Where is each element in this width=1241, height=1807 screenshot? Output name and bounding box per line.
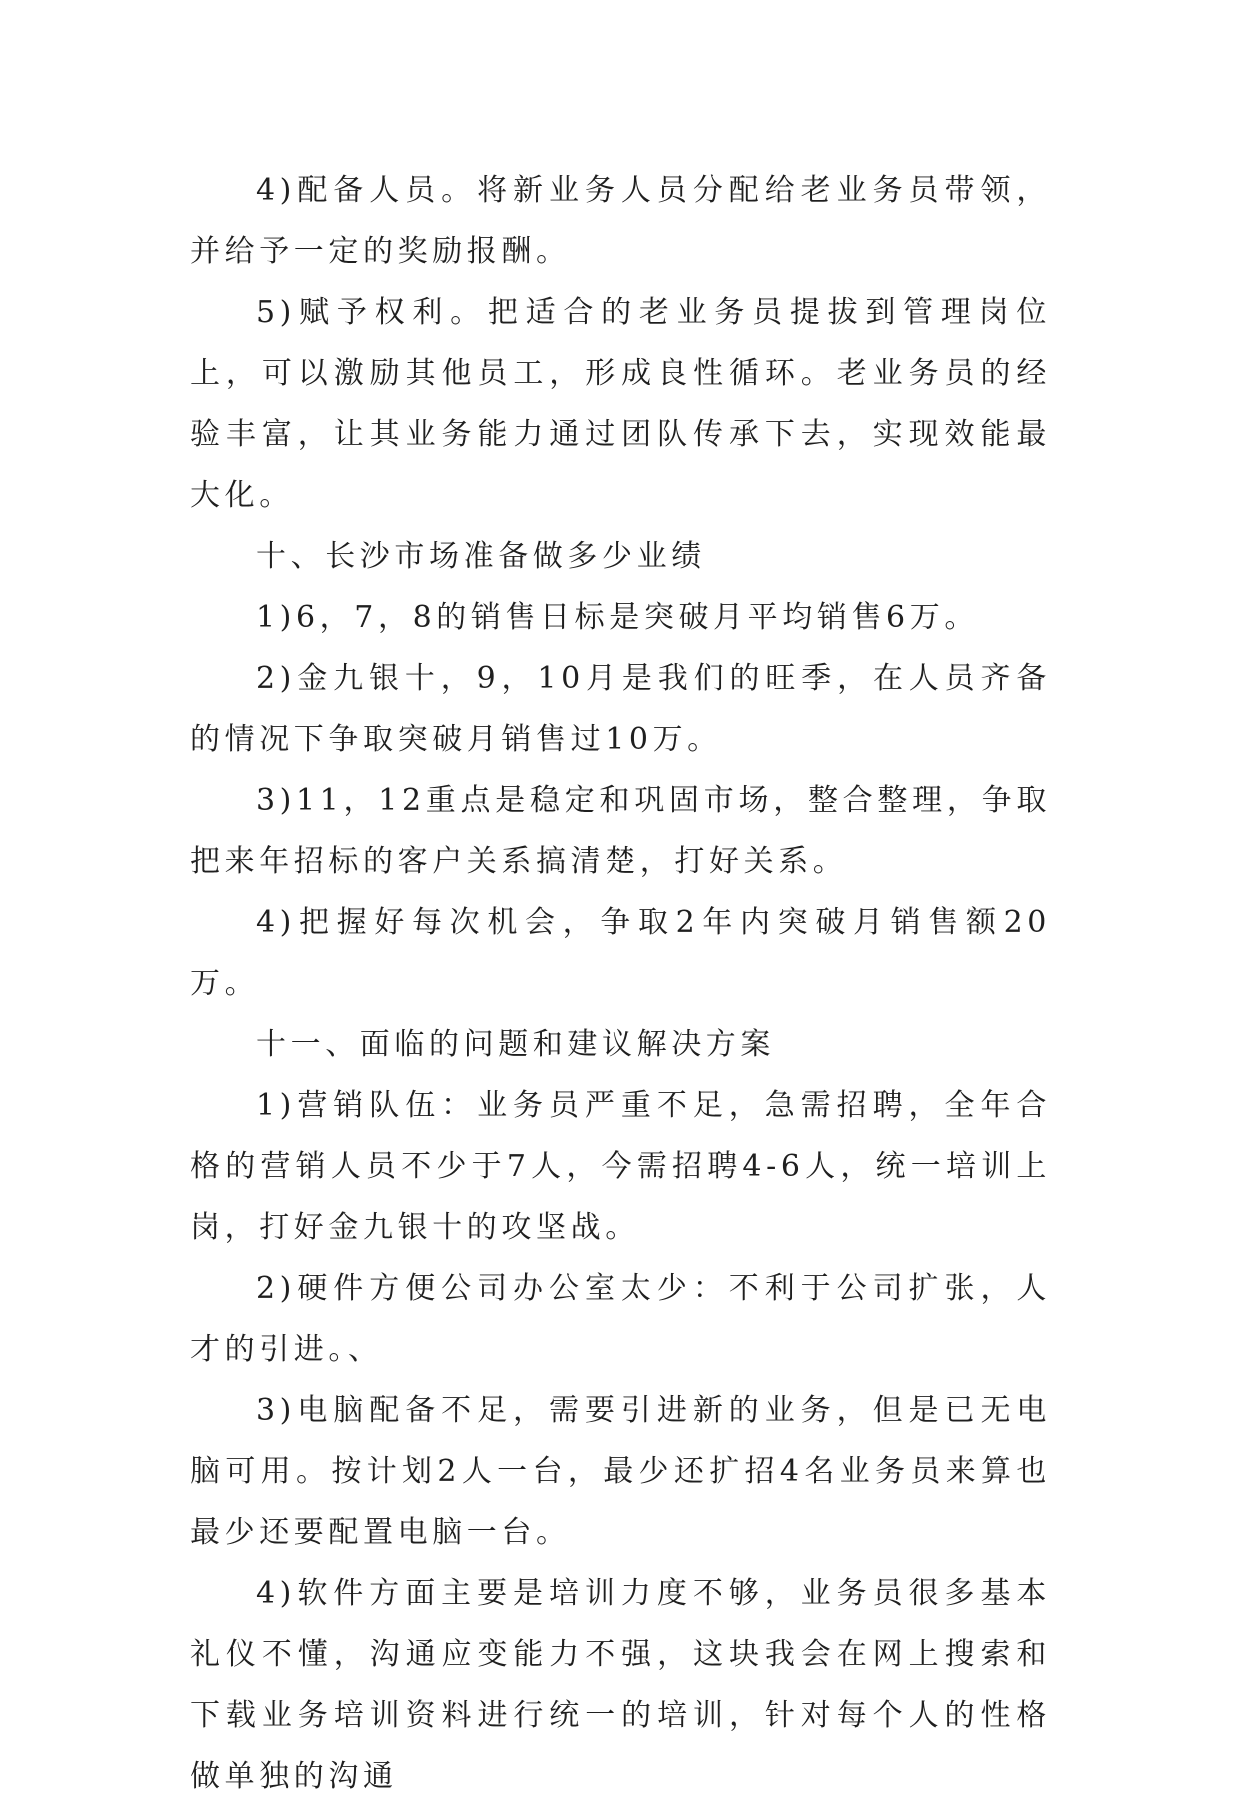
paragraph-computers: 3)电脑配备不足，需要引进新的业务，但是已无电脑可用。按计划2人一台，最少还扩招4名业务员来算也最少还要配置电脑一台。 bbox=[190, 1393, 1051, 1550]
paragraph-target-1112: 3)11，12重点是稳定和巩固市场，整合整理，争取把来年招标的客户关系搞清楚，打好关系。 bbox=[190, 783, 1051, 879]
paragraph-staffing: 4)配备人员。将新业务人员分配给老业务员带领，并给予一定的奖励报酬。 bbox=[190, 173, 1051, 269]
paragraph-target-2year: 4)把握好每次机会，争取2年内突破月销售额20万。 bbox=[190, 905, 1051, 1001]
paragraph-empower: 5)赋予权利。把适合的老业务员提拔到管理岗位上，可以激励其他员工，形成良性循环。老业务员的经验丰富，让其业务能力通过团队传承下去，实现效能最大化。 bbox=[190, 295, 1051, 513]
section-heading-changsha-targets: 十、长沙市场准备做多少业绩 bbox=[256, 539, 706, 574]
paragraph-office-space: 2)硬件方便公司办公室太少：不利于公司扩张，人才的引进。、 bbox=[190, 1271, 1051, 1367]
paragraph-sales-team: 1)营销队伍：业务员严重不足，急需招聘，全年合格的营销人员不少于7人，今需招聘4-6人，统一培训上岗，打好金九银十的攻坚战。 bbox=[190, 1088, 1051, 1245]
paragraph-target-910: 2)金九银十，9，10月是我们的旺季，在人员齐备的情况下争取突破月销售过10万。 bbox=[190, 661, 1051, 757]
paragraph-target-678: 1)6，7，8的销售日标是突破月平均销售6万。 bbox=[256, 600, 979, 635]
document-body bbox=[190, 160, 1051, 1807]
section-heading-problems: 十一、面临的问题和建议解决方案 bbox=[256, 1027, 775, 1062]
paragraph-training: 4)软件方面主要是培训力度不够，业务员很多基本礼仪不懂，沟通应变能力不强，这块我会在网上搜索和下载业务培训资料进行统一的培训，针对每个人的性格做单独的沟通 bbox=[190, 1576, 1051, 1794]
